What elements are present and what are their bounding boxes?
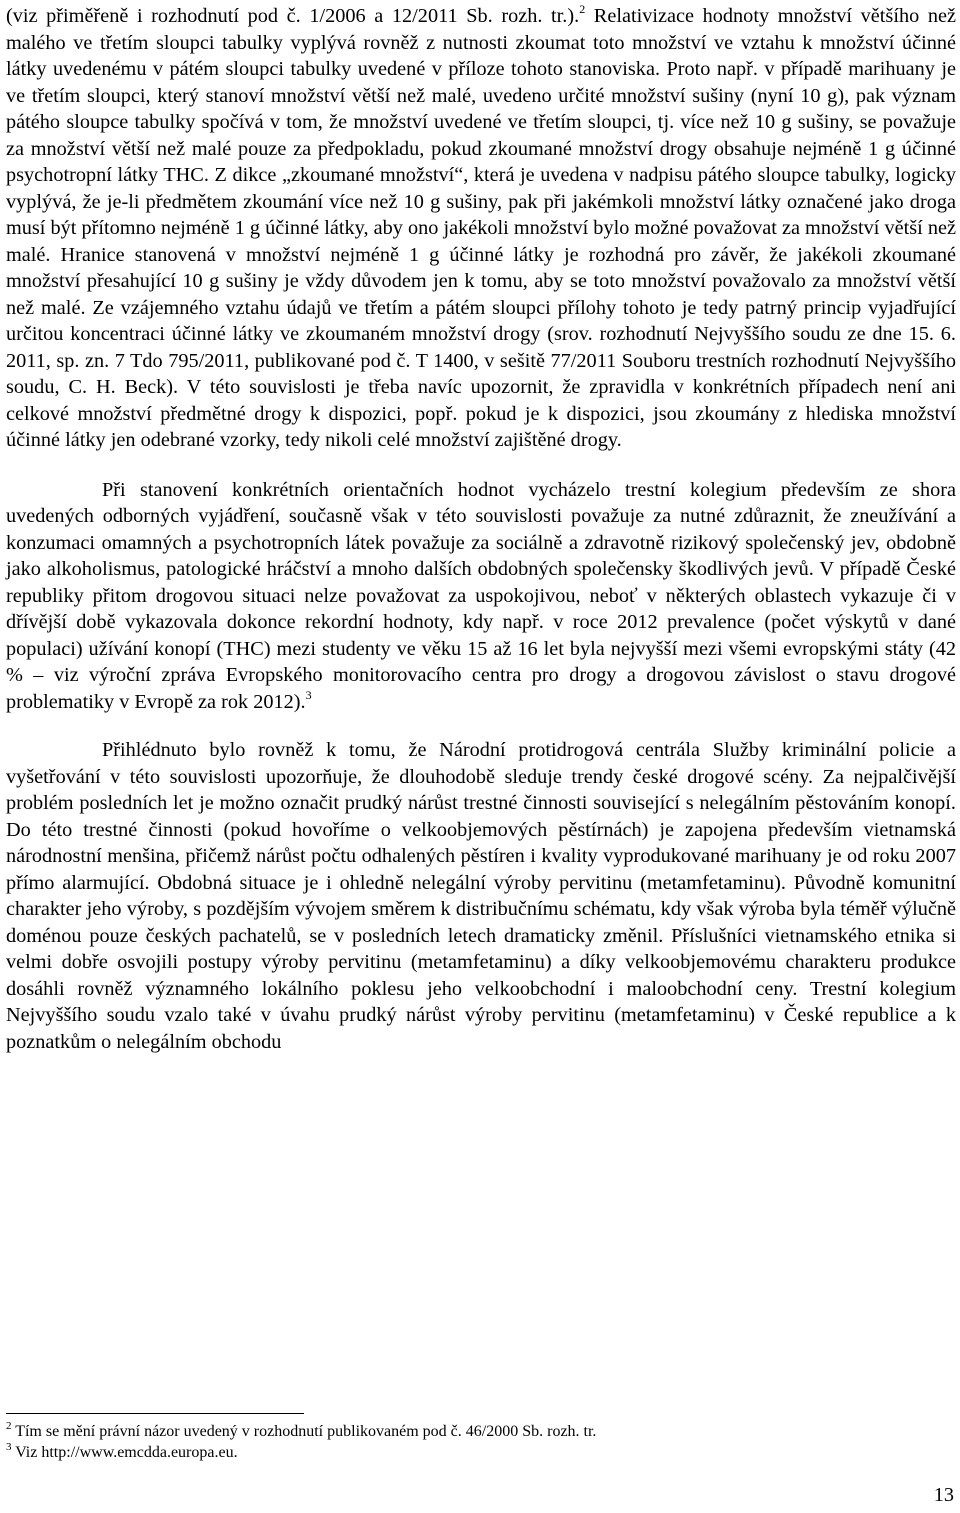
footnote-reference-3[interactable]: 3 [305,687,312,702]
footnote-2 [6,1421,946,1442]
footnotes [6,1421,946,1463]
footnote-separator [6,1413,304,1414]
paragraph-text: (viz přiměřeně i rozhodnutí pod č. 1/2006 a 12/2011 Sb. rozh. tr.). [6,5,580,27]
body-paragraph-1 [6,3,956,454]
paragraph-text: Relativizace hodnoty množství většího než malého ve třetím sloupci tabulky vyplývá rovněž z nutnosti zkoumat toto množství ve vztahu k množství účinné látky uvedenému v pátém sloupci tabulky uvedené v příloze tohoto stanoviska. Proto např. v případě marihuany je ve třetím sloupci, který stanoví množství větší než malé, uvedeno určité množství sušiny (nyní 10 g), pak význam pátého sloupce tabulky spočívá v tom, že množství uvedené ve třetím sloupci, tj. více než 10 g sušiny, se považuje za množství větší než malé pouze za předpokladu, pokud zkoumané množství drogy obsahuje nejméně 1 g účinné psychotropní látky THC. Z dikce „zkoumané množství“, která je uvedena v nadpisu pátého sloupce tabulky, logicky vyplývá, že je-li předmětem zkoumání více než 10 g sušiny, pak při jakémkoli množství látky označené jako droga musí být přítomno nejméně 1 g účinné látky, aby ono jakékoli množství bylo možné považovat za množství větší než malé. Hranice stanovená v množství nejméně 1 g účinné látky je rozhodná pro závěr, že jakékoli zkoumané množství přesahující 10 g sušiny je vždy důvodem jen k tomu, aby se toto množství považovalo za množství větší než malé. Ze vzájemného vztahu údajů ve třetím a pátém sloupci přílohy tohoto je tedy patrný princip vyjadřující určitou koncentraci účinné látky ve zkoumaném množství drogy (srov. rozhodnutí Nejvyššího soudu ze dne 15. 6. 2011, sp. zn. 7 Tdo 795/2011, publikované pod č. T 1400, v sešitě 77/2011 Souboru trestních rozhodnutí Nejvyššího soudu, C. H. Beck). V této souvislosti je třeba navíc upozornit, že zpravidla v konkrétních případech není ani celkové množství předmětné drogy k dispozici, popř. pokud je k dispozici, jsou zkoumány z hlediska množství účinné látky jen odebrané vzorky, tedy nikoli celé množství zajištěné drogy. [6,5,956,451]
footnote-text: Tím se mění právní názor uvedený v rozhodnutí publikovaném pod č. 46/2000 Sb. rozh. tr. [11,1423,597,1440]
paragraph-text: Přihlédnuto bylo rovněž k tomu, že Národní protidrogová centrála Služby kriminální policie a vyšetřování v této souvislosti upozorňuje, že dlouhodobě sleduje trendy české drogové scény. Za nejpalčivější problém posledních let je možno označit prudký nárůst trestné činnosti související s nelegálním pěstováním konopí. Do této trestné činnosti (pokud hovoříme o velkoobjemových pěstírnách) je zapojena především vietnamská národnostní menšina, přičemž nárůst počtu odhalených pěstíren i kvality vyprodukované marihuany je od roku 2007 přímo alarmující. Obdobná situace je i ohledně nelegální výroby pervitinu (metamfetaminu). Původně komunitní charakter jeho výroby, s pozdějším vývojem směrem k distribučnímu schématu, kdy však výroba byla téměř výlučně doménou pouze českých pachatelů, se v posledních letech dramaticky změnil. Příslušníci vietnamského etnika si velmi dobře osvojili postupy výroby pervitinu (metamfetaminu) a díky velkoobjemovému charakteru produkce dosáhli rovněž významného lokálního poklesu jeho velkoobchodní i maloobchodní ceny. Trestní kolegium Nejvyššího soudu vzalo také v úvahu prudký nárůst výroby pervitinu (metamfetaminu) v České republice a k poznatkům o nelegálním obchodu [6,739,956,1053]
footnote-text: Viz http://www.emcdda.europa.eu. [11,1444,238,1461]
document-page [6,0,956,1055]
paragraph-spacer [6,454,956,477]
footnote-3 [6,1442,946,1463]
footnote-reference-2[interactable]: 2 [579,2,586,17]
page-number: 13 [933,1484,954,1506]
footnote-number: 3 [6,1440,12,1453]
body-paragraph-3 [6,737,956,1055]
body-paragraph-2 [6,477,956,716]
paragraph-spacer [6,715,956,737]
footnote-number: 2 [6,1419,12,1432]
paragraph-text: Při stanovení konkrétních orientačních hodnot vycházelo trestní kolegium především ze shora uvedených odborných vyjádření, současně však v této souvislosti považuje za nutné zdůraznit, že zneužívání a konzumaci omamných a psychotropních látek považuje za sociálně a zdravotně rizikový společenský jev, obdobně jako alkoholismus, patologické hráčství a mnoho dalších obdobných společensky škodlivých jevů. V případě České republiky přitom drogovou situaci nelze považovat za uspokojivou, neboť v některých oblastech vykazuje či v dřívější době vykazovala dokonce rekordní hodnoty, kdy např. v roce 2012 prevalence (počet výskytů v dané populaci) užívání konopí (THC) mezi studenty ve věku 15 až 16 let byla nejvyšší mezi všemi evropskými státy (42 % – viz výroční zpráva Evropského monitorovacího centra pro drogy a drogovou závislost o stavu drogové problematiky v Evropě za rok 2012). [6,478,956,713]
